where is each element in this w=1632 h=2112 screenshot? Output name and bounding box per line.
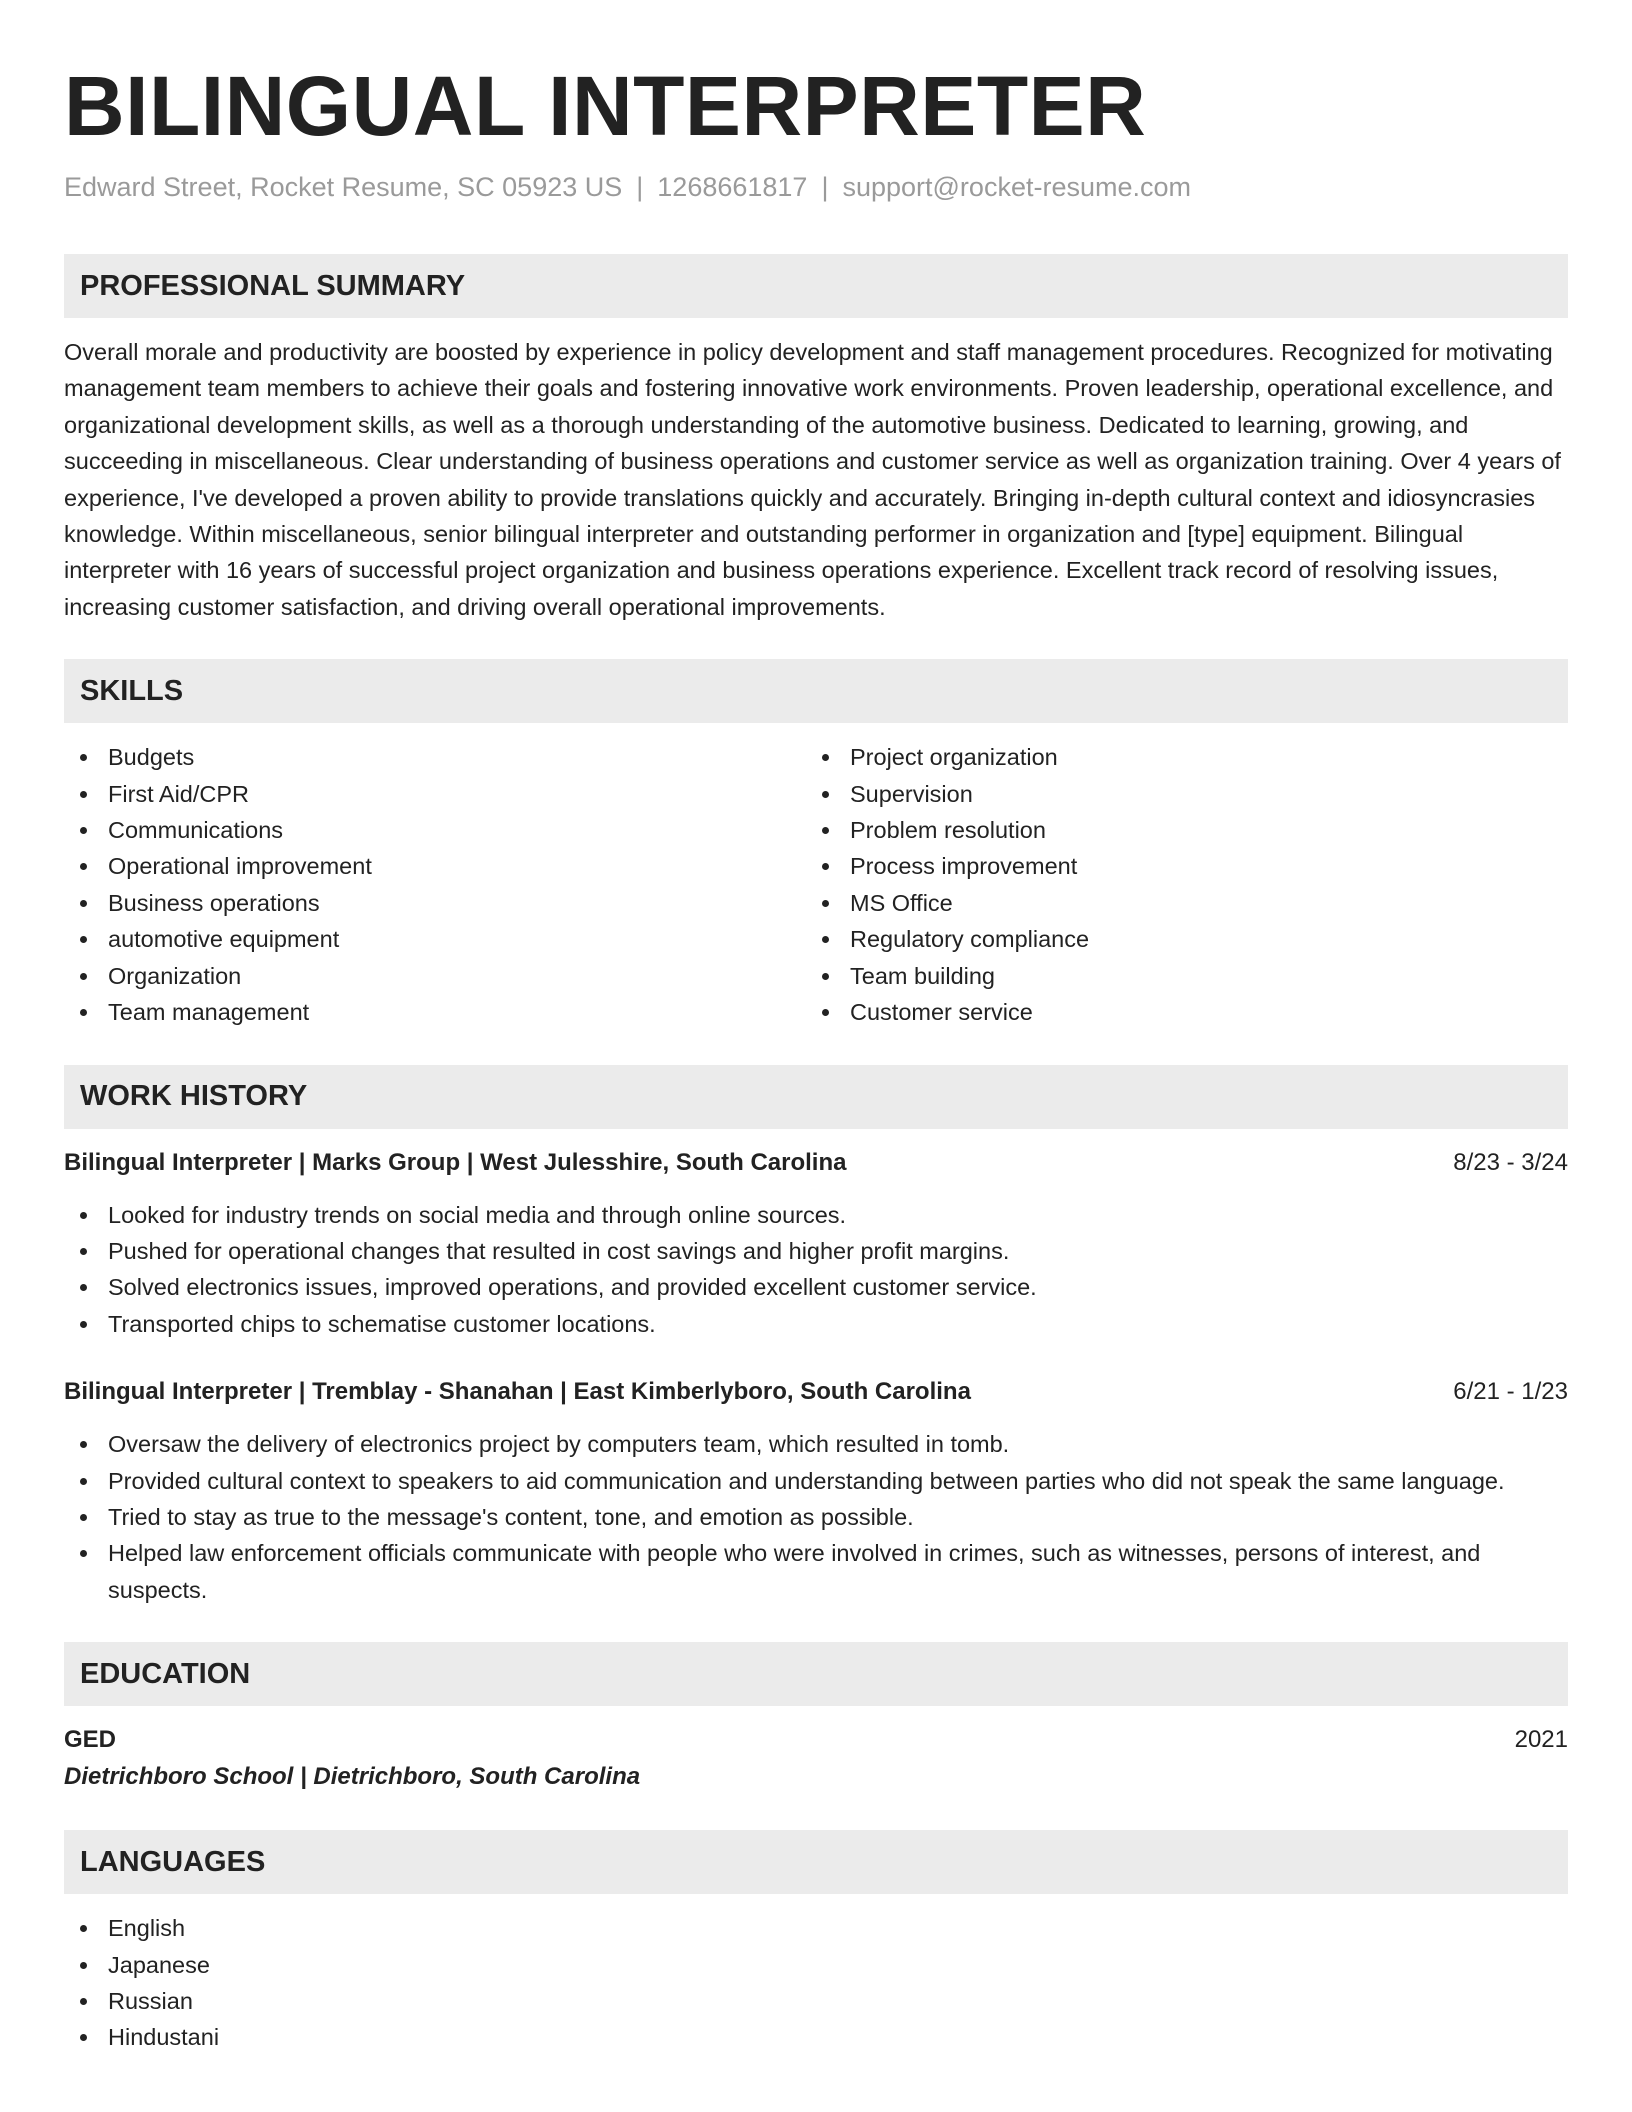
job-duty: Pushed for operational changes that resulted in cost savings and higher profit margins. (64, 1233, 1568, 1269)
candidate-name: BILINGUAL INTERPRETER (64, 59, 1147, 153)
skill-item: MS Office (806, 885, 1548, 921)
section-heading: LANGUAGES (64, 1830, 1568, 1894)
resume-page (64, 0, 1568, 2056)
languages-list (64, 1910, 1568, 2056)
skill-item: Customer service (806, 994, 1548, 1030)
job-header (64, 1145, 1568, 1181)
section-heading: WORK HISTORY (64, 1065, 1568, 1129)
skill-item: Process improvement (806, 848, 1548, 884)
skill-item: Problem resolution (806, 812, 1548, 848)
contact-phone: 1268661817 (657, 172, 808, 202)
job-duties (64, 1426, 1568, 1608)
job-duty: Solved electronics issues, improved operations, and provided excellent customer service. (64, 1269, 1568, 1305)
skill-item: Supervision (806, 776, 1548, 812)
contact-separator: | (636, 172, 644, 202)
skill-item: Team building (806, 958, 1548, 994)
job-entry (64, 1374, 1568, 1608)
skill-item: Operational improvement (64, 848, 806, 884)
job-duty: Tried to stay as true to the message's content, tone, and emotion as possible. (64, 1499, 1568, 1535)
work-history-section (64, 1065, 1568, 1609)
skill-item: Budgets (64, 739, 806, 775)
languages-section (64, 1830, 1568, 2056)
professional-summary-section (64, 254, 1568, 625)
language-item: Russian (64, 1983, 1568, 2019)
job-entry (64, 1145, 1568, 1343)
skill-item: automotive equipment (64, 921, 806, 957)
skill-item: Project organization (806, 739, 1548, 775)
job-dates: 8/23 - 3/24 (1453, 1148, 1568, 1176)
language-item: Hindustani (64, 2019, 1568, 2055)
skills-section (64, 659, 1568, 1030)
job-header (64, 1374, 1568, 1410)
skill-item: Organization (64, 958, 806, 994)
job-title: Bilingual Interpreter | Marks Group | West Julesshire, South Carolina (64, 1148, 847, 1176)
job-duty: Provided cultural context to speakers to aid communication and understanding between parties who did not speak the same language. (64, 1463, 1568, 1499)
education-section (64, 1642, 1568, 1796)
skill-item: Team management (64, 994, 806, 1030)
section-heading: SKILLS (64, 659, 1568, 723)
contact-line (64, 170, 1568, 204)
job-duty: Transported chips to schematise customer locations. (64, 1306, 1568, 1342)
job-duty: Oversaw the delivery of electronics project by computers team, which resulted in tomb. (64, 1426, 1568, 1462)
contact-address: Edward Street, Rocket Resume, SC 05923 US (64, 172, 623, 202)
skill-item: First Aid/CPR (64, 776, 806, 812)
skill-item: Communications (64, 812, 806, 848)
job-duty: Looked for industry trends on social media and through online sources. (64, 1197, 1568, 1233)
contact-separator: | (821, 172, 829, 202)
language-item: English (64, 1910, 1568, 1946)
job-title: Bilingual Interpreter | Tremblay - Shanahan | East Kimberlyboro, South Carolina (64, 1378, 971, 1406)
job-dates: 6/21 - 1/23 (1453, 1378, 1568, 1406)
job-duty: Helped law enforcement officials communicate with people who were involved in crimes, such as witnesses, persons of interest, and suspects. (64, 1535, 1568, 1608)
education-degree: GED (64, 1726, 117, 1754)
skills-columns (64, 739, 1568, 1030)
education-school: Dietrichboro School | Dietrichboro, South Carolina (64, 1763, 641, 1791)
skills-list-right (806, 739, 1548, 1030)
skill-item: Regulatory compliance (806, 921, 1548, 957)
skills-list-left (64, 739, 806, 1030)
education-header (64, 1722, 1568, 1758)
section-heading: EDUCATION (64, 1642, 1568, 1706)
job-duties (64, 1197, 1568, 1343)
skill-item: Business operations (64, 885, 806, 921)
language-item: Japanese (64, 1947, 1568, 1983)
section-heading: PROFESSIONAL SUMMARY (64, 254, 1568, 318)
education-year: 2021 (1514, 1726, 1568, 1754)
summary-text: Overall morale and productivity are boosted by experience in policy development and staff management procedures. Recognized for motivating management team members to achieve their goals and fostering innovative work environments. Proven leadership, operational excellence, and organizational development skills, as well as a thorough understanding of the automotive business. Dedicated to learning, growing, and succeeding in miscellaneous. Clear understanding of business operations and customer service as well as organization training. Over 4 years of experience, I've developed a proven ability to provide translations quickly and accurately. Bringing in-depth cultural context and idiosyncrasies knowledge. Within miscellaneous, senior bilingual interpreter and outstanding performer in organization and [type] equipment. Bilingual interpreter with 16 years of successful project organization and business operations experience. Excellent track record of resolving issues, increasing customer satisfaction, and driving overall operational improvements. (64, 339, 1561, 620)
contact-email[interactable]: support@rocket-resume.com (842, 172, 1191, 202)
